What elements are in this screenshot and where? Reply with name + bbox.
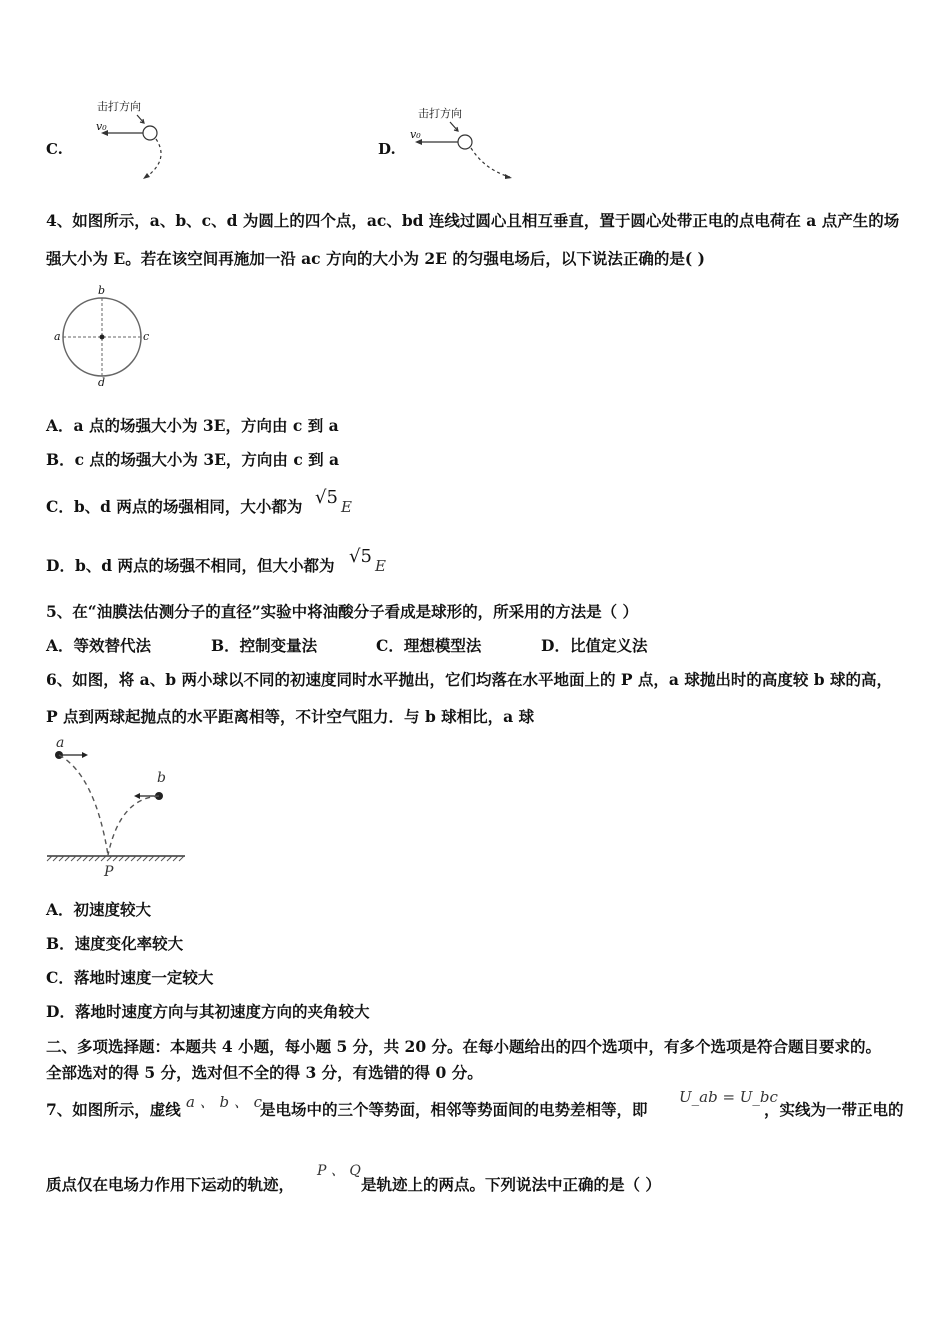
section2-instructions-line2: 全部选对的得 5 分，选对但不全的得 3 分，有选错的得 0 分。 bbox=[46, 1063, 483, 1082]
q7-pq: P 、 Q bbox=[317, 1163, 361, 1179]
q4-option-c: C．b、d 两点的场强相同，大小都为 bbox=[46, 497, 303, 516]
q4-option-c-sqrt5: √5 bbox=[315, 487, 338, 508]
q6-stem-line2: P 点到两球起抛点的水平距离相等，不计空气阻力．与 b 球相比，a 球 bbox=[46, 707, 535, 726]
section2-instructions-line1: 二、多项选择题：本题共 4 小题，每小题 5 分，共 20 分。在每小题给出的四个选项中，有多个选项是符合题目要求的。 bbox=[46, 1037, 882, 1056]
option-d-label: D. bbox=[378, 140, 396, 158]
q7-stem-line1-b: 是电场中的三个等势面，相邻等势面间的电势差相等，即 bbox=[260, 1100, 648, 1119]
q6-option-d: D．落地时速度方向与其初速度方向的夹角较大 bbox=[46, 1002, 370, 1021]
q4-option-d-sqrt5: √5 bbox=[349, 546, 372, 567]
q5-option-c: C．理想模型法 bbox=[376, 636, 482, 655]
q6-option-a: A．初速度较大 bbox=[46, 900, 152, 919]
q7-abc: a 、 b 、 c bbox=[186, 1093, 263, 1111]
q4-option-c-e: E bbox=[341, 498, 352, 516]
q4-point-b: b bbox=[98, 284, 106, 297]
q7-stem-line2-a: 质点仅在电场力作用下运动的轨迹， bbox=[46, 1175, 295, 1194]
q7-stem-line1-c: ，实线为一带正电的 bbox=[764, 1100, 904, 1119]
q4-option-b: B．c 点的场强大小为 3E，方向由 c 到 a bbox=[46, 450, 340, 469]
q4-option-d: D．b、d 两点的场强不相同，但大小都为 bbox=[46, 556, 335, 575]
q7-stem-line1-a: 7、如图所示，虚线 bbox=[46, 1100, 181, 1119]
hit-direction-label-c: 击打方向 bbox=[97, 100, 141, 113]
v0-label-d: v₀ bbox=[410, 128, 421, 141]
hit-direction-label-d: 击打方向 bbox=[418, 107, 462, 120]
q7-uab-ubc: U_ab = U_bc bbox=[679, 1088, 778, 1106]
q4-option-a: A．a 点的场强大小为 3E，方向由 c 到 a bbox=[46, 416, 339, 435]
q6-point-p-label: P bbox=[104, 864, 114, 880]
q4-stem-line1: 4、如图所示，a、b、c、d 为圆上的四个点，ac、bd 连线过圆心且相互垂直，置于圆心处带正电的点电荷在 a 点产生的场 bbox=[46, 211, 900, 230]
q6-option-b: B．速度变化率较大 bbox=[46, 934, 184, 953]
option-c-label: C. bbox=[46, 140, 63, 158]
q4-point-a: a bbox=[54, 330, 61, 343]
q4-stem-line2: 强大小为 E。若在该空间再施加一沿 ac 方向的大小为 2E 的匀强电场后，以下说法正确的是( ) bbox=[46, 249, 705, 268]
v0-label-c: v₀ bbox=[96, 120, 107, 133]
q6-option-c: C．落地时速度一定较大 bbox=[46, 968, 214, 987]
q4-point-c: c bbox=[143, 330, 150, 343]
q4-option-d-e: E bbox=[375, 557, 386, 575]
q5-option-b: B．控制变量法 bbox=[211, 636, 318, 655]
q6-ball-a-label: a bbox=[56, 735, 65, 751]
q5-option-a: A．等效替代法 bbox=[46, 636, 152, 655]
q6-stem-line1: 6、如图，将 a、b 两小球以不同的初速度同时水平抛出，它们均落在水平地面上的 P 点，a 球抛出时的高度较 b 球的高， bbox=[46, 670, 892, 689]
q5-option-d: D．比值定义法 bbox=[541, 636, 648, 655]
q6-ball-b-label: b bbox=[157, 770, 166, 786]
q5-stem: 5、在“油膜法估测分子的直径”实验中将油酸分子看成是球形的，所采用的方法是（ ） bbox=[46, 602, 639, 621]
q4-point-d: d bbox=[98, 376, 106, 389]
q7-stem-line2-b: 是轨迹上的两点。下列说法中正确的是（ ） bbox=[361, 1175, 661, 1194]
